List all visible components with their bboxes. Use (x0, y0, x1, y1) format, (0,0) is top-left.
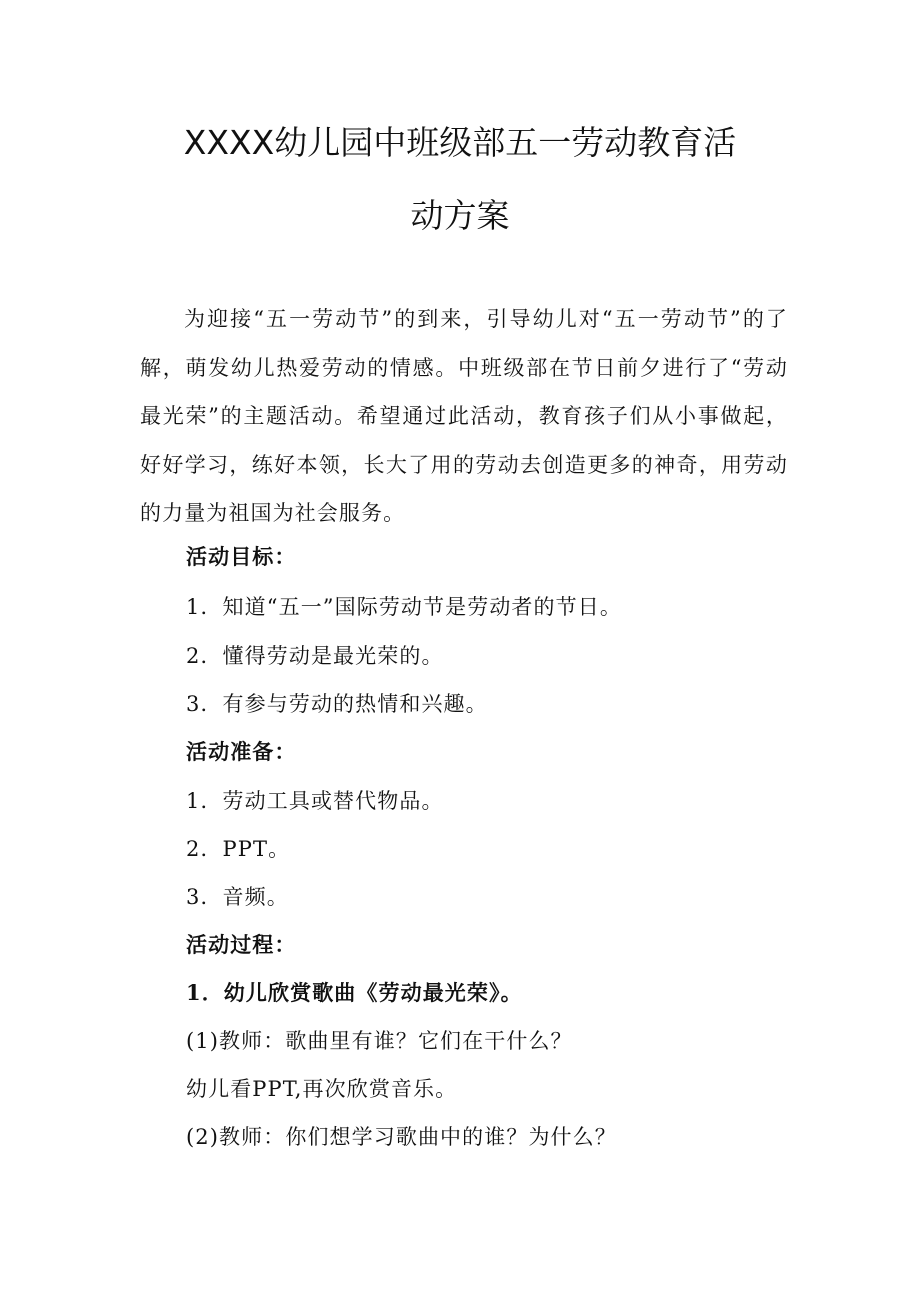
intro-paragraph: 为迎接“五一劳动节”的到来，引导幼儿对“五一劳动节”的了解，萌发幼儿热爱劳动的情感。中班级部在节日前夕进行了“劳动最光荣”的主题活动。希望通过此活动，教育孩子们从小事做起，好好学习，练好本领，长大了用的劳动去创造更多的神奇，用劳动的力量为祖国为社会服务。 (140, 307, 788, 525)
process-question-2: (2)教师：你们想学习歌曲中的谁？为什么？ (186, 1125, 617, 1149)
process-step-1: 1．幼儿欣赏歌曲《劳动最光荣》。 (186, 980, 523, 1005)
goal-item-2: 2．懂得劳动是最光荣的。 (186, 644, 444, 668)
goal-item-3: 3．有参与劳动的热情和兴趣。 (186, 692, 488, 716)
goal-item-1: 1．知道“五一”国际劳动节是劳动者的节日。 (186, 595, 622, 619)
process-note-1: 幼儿看PPT,再次欣赏音乐。 (186, 1077, 458, 1101)
preparation-item-3: 3．音频。 (186, 885, 289, 909)
preparation-heading: 活动准备： (186, 739, 297, 764)
goals-heading: 活动目标： (186, 544, 297, 569)
document-title-line-2: 动方案 (410, 196, 510, 235)
preparation-item-2: 2．PPT。 (186, 837, 291, 861)
preparation-item-1: 1．劳动工具或替代物品。 (186, 789, 444, 813)
process-heading: 活动过程： (186, 932, 297, 957)
process-question-1: (1)教师：歌曲里有谁？它们在干什么？ (186, 1029, 573, 1053)
document-title-line-1: XXXX幼儿园中班级部五一劳动教育活 (183, 123, 737, 162)
